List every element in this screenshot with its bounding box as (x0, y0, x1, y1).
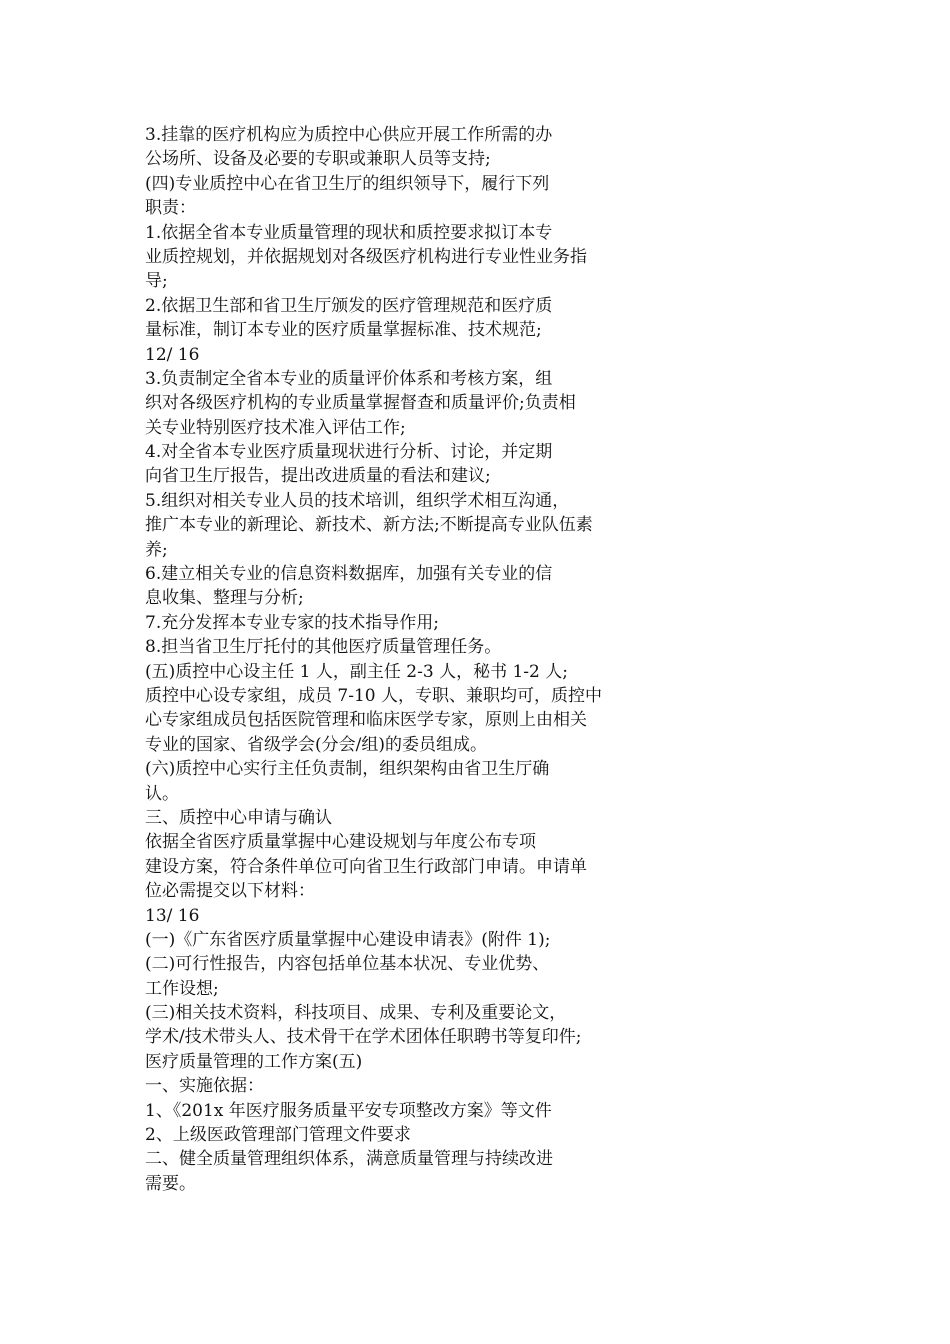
text-line: (一)《广东省医疗质量掌握中心建设申请表》(附件 1); (145, 929, 551, 950)
text-line: 2.依据卫生部和省卫生厅颁发的医疗管理规范和医疗质 (145, 295, 553, 316)
text-line: 7.充分发挥本专业专家的技术指导作用; (145, 612, 439, 633)
section-title: 医疗质量管理的工作方案(五) (145, 1051, 363, 1072)
text-line: 3.挂靠的医疗机构应为质控中心供应开展工作所需的办 (145, 125, 553, 145)
section-heading: 一、实施依据： (145, 1076, 264, 1097)
text-line: 位必需提交以下材料： (145, 881, 315, 902)
text-line: 2、上级医政管理部门管理文件要求 (145, 1125, 411, 1146)
text-line: 5.组织对相关专业人员的技术培训，组织学术相互沟通， (145, 490, 570, 511)
text-line: 8.担当省卫生厅托付的其他医疗质量管理任务。 (145, 637, 502, 658)
text-line: 专业的国家、省级学会(分会/组)的委员组成。 (145, 734, 487, 755)
text-line: 关专业特别医疗技术准入评估工作; (145, 417, 406, 438)
text-line: 6.建立相关专业的信息资料数据库，加强有关专业的信 (145, 564, 553, 585)
text-line: 向省卫生厅报告，提出改进质量的看法和建议; (145, 466, 491, 487)
text-line: 学术/技术带头人、技术骨干在学术团体任职聘书等复印件; (145, 1027, 582, 1048)
text-line: (四)专业质控中心在省卫生厅的组织领导下，履行下列 (145, 173, 550, 194)
text-line: 认。 (145, 783, 179, 804)
text-line: 工作设想; (145, 978, 219, 999)
text-line: 推广本专业的新理论、新技术、新方法;不断提高专业队伍素 (145, 515, 593, 536)
text-line: 建设方案，符合条件单位可向省卫生行政部门申请。申请单 (145, 856, 587, 877)
text-line: 1、《201x 年医疗服务质量平安专项整改方案》等文件 (145, 1100, 552, 1121)
section-heading: 三、质控中心申请与确认 (145, 807, 332, 828)
text-line: 公场所、设备及必要的专职或兼职人员等支持; (145, 149, 491, 170)
text-line: 依据全省医疗质量掌握中心建设规划与年度公布专项 (145, 832, 536, 853)
text-line: (六)质控中心实行主任负责制，组织架构由省卫生厅确 (145, 759, 550, 780)
text-line: 3.负责制定全省本专业的质量评价体系和考核方案，组 (145, 368, 553, 389)
text-line: 养; (145, 539, 168, 560)
text-line: (五)质控中心设主任 1 人，副主任 2-3 人，秘书 1-2 人; (145, 661, 568, 682)
text-line: 息收集、整理与分析; (145, 588, 304, 609)
page-number: 13/ 16 (145, 905, 200, 926)
text-line: 心专家组成员包括医院管理和临床医学专家，原则上由相关 (145, 710, 587, 731)
text-line: 4.对全省本专业医疗质量现状进行分析、讨论，并定期 (145, 442, 553, 463)
text-line: (二)可行性报告，内容包括单位基本状况、专业优势、 (145, 954, 550, 975)
section-heading: 二、健全质量管理组织体系，满意质量管理与持续改进 (145, 1149, 553, 1170)
page-number: 12/ 16 (145, 344, 200, 365)
text-line: 质控中心设专家组，成员 7-10 人，专职、兼职均可，质控中 (145, 685, 602, 706)
text-line: 需要。 (145, 1173, 196, 1194)
text-line: 职责： (145, 198, 196, 219)
text-line: 业质控规划，并依据规划对各级医疗机构进行专业性业务指 (145, 246, 587, 267)
text-line: (三)相关技术资料，科技项目、成果、专利及重要论文， (145, 1003, 567, 1024)
text-line: 量标准，制订本专业的医疗质量掌握标准、技术规范; (145, 320, 542, 341)
document-body (145, 123, 665, 1196)
text-line: 1.依据全省本专业质量管理的现状和质控要求拟订本专 (145, 222, 553, 243)
text-line: 织对各级医疗机构的专业质量掌握督查和质量评价;负责相 (145, 393, 576, 414)
text-line: 导; (145, 271, 168, 292)
